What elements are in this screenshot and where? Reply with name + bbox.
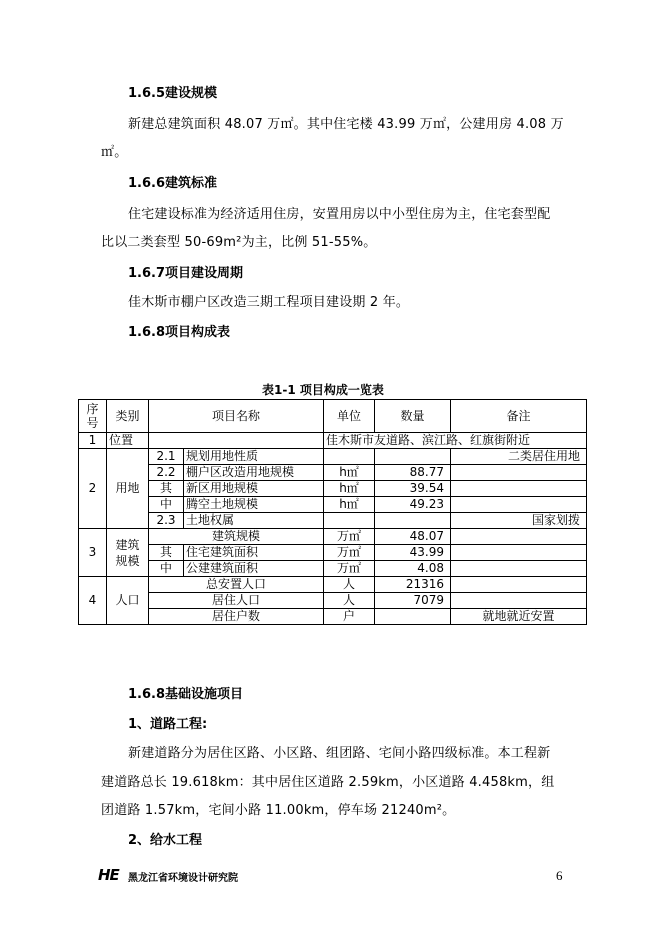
cell-seq: 1 <box>79 433 107 449</box>
cell-location: 佳木斯市友道路、滨江路、红旗街附近 <box>324 433 587 449</box>
cell-name: 住宅建筑面积 <box>184 545 324 561</box>
heading-1-6-7: 1.6.7项目建设周期 <box>128 266 244 281</box>
cell-remark <box>451 529 587 545</box>
paragraph-standard-line1: 住宅建设标准为经济适用住房，安置用房以中小型住房为主，住宅套型配 <box>128 207 551 222</box>
category-line1: 建筑 <box>115 537 140 552</box>
cell-remark <box>451 481 587 497</box>
heading-1-6-6: 1.6.6建筑标准 <box>128 176 218 191</box>
cell-unit <box>324 513 375 529</box>
cell-name: 建筑规模 <box>149 529 324 545</box>
table-row <box>79 561 587 577</box>
cell-category: 用地 <box>107 449 149 529</box>
heading-water-supply: 2、给水工程 <box>128 833 203 848</box>
header-seq: 序号 <box>79 400 107 433</box>
table-row <box>79 593 587 609</box>
cell-seq: 3 <box>79 529 107 577</box>
cell-unit: 万㎡ <box>324 545 375 561</box>
cell-of-lower: 中 <box>149 497 184 513</box>
cell-remark <box>451 545 587 561</box>
heading-1-6-5: 1.6.5建设规模 <box>128 86 218 101</box>
cell-item-no: 2.2 <box>149 465 184 481</box>
cell-remark <box>451 561 587 577</box>
table-row <box>79 449 587 465</box>
table-caption: 表1-1 项目构成一览表 <box>262 383 384 397</box>
cell-qty: 88.77 <box>375 465 451 481</box>
category-line2: 规模 <box>115 553 140 568</box>
cell-remark <box>451 465 587 481</box>
cell-unit: 万㎡ <box>324 529 375 545</box>
paragraph-road-line3: 团道路 1.57km，宅间小路 11.00km，停车场 21240m²。 <box>101 803 456 818</box>
header-name: 项目名称 <box>149 400 324 433</box>
cell-qty: 4.08 <box>375 561 451 577</box>
cell-remark <box>451 577 587 593</box>
cell-name: 公建建筑面积 <box>184 561 324 577</box>
cell-category: 位置 <box>107 433 149 449</box>
cell-of-upper: 其 <box>149 545 184 561</box>
cell-empty <box>149 433 324 449</box>
cell-name: 土地权属 <box>184 513 324 529</box>
cell-unit: h㎡ <box>324 497 375 513</box>
cell-qty <box>375 449 451 465</box>
table-row <box>79 465 587 481</box>
header-remark: 备注 <box>451 400 587 433</box>
table-row <box>79 497 587 513</box>
cell-of-lower: 中 <box>149 561 184 577</box>
table-row <box>79 609 587 625</box>
cell-remark <box>451 497 587 513</box>
page-number: 6 <box>556 868 563 883</box>
cell-remark <box>451 593 587 609</box>
cell-seq: 2 <box>79 449 107 529</box>
cell-unit <box>324 449 375 465</box>
cell-remark: 国家划拨 <box>451 513 587 529</box>
cell-qty <box>375 609 451 625</box>
table-header-row <box>79 400 587 433</box>
cell-unit: 人 <box>324 577 375 593</box>
cell-unit: h㎡ <box>324 465 375 481</box>
paragraph-standard-line2: 比以二类套型 50-69m²为主，比例 51-55%。 <box>101 235 377 250</box>
table-row <box>79 481 587 497</box>
cell-remark: 就地就近安置 <box>451 609 587 625</box>
cell-qty <box>375 513 451 529</box>
cell-item-no: 2.1 <box>149 449 184 465</box>
cell-qty: 43.99 <box>375 545 451 561</box>
cell-qty: 39.54 <box>375 481 451 497</box>
cell-qty: 49.23 <box>375 497 451 513</box>
paragraph-scale-line1: 新建总建筑面积 48.07 万㎡。其中住宅楼 43.99 万㎡，公建用房 4.08 万 <box>128 117 564 132</box>
paragraph-period: 佳木斯市棚户区改造三期工程项目建设期 2 年。 <box>128 295 410 310</box>
table-row <box>79 545 587 561</box>
table-row <box>79 433 587 449</box>
cell-name: 新区用地规模 <box>184 481 324 497</box>
heading-1-6-8-infrastructure: 1.6.8基础设施项目 <box>128 687 244 702</box>
cell-category: 人口 <box>107 577 149 625</box>
cell-item-no: 2.3 <box>149 513 184 529</box>
institute-name: 黑龙江省环境设计研究院 <box>128 873 238 884</box>
cell-remark: 二类居住用地 <box>451 449 587 465</box>
header-category: 类别 <box>107 400 149 433</box>
cell-seq: 4 <box>79 577 107 625</box>
heading-1-6-8: 1.6.8项目构成表 <box>128 325 231 340</box>
paragraph-scale-line2: ㎡。 <box>101 145 128 160</box>
paragraph-road-line1: 新建道路分为居住区路、小区路、组团路、宅间小路四级标准。本工程新 <box>128 746 551 761</box>
cell-name: 腾空土地规模 <box>184 497 324 513</box>
cell-of-upper: 其 <box>149 481 184 497</box>
cell-unit: h㎡ <box>324 481 375 497</box>
cell-name: 总安置人口 <box>149 577 324 593</box>
heading-road-engineering: 1、道路工程: <box>128 717 208 732</box>
project-composition-table <box>78 399 587 625</box>
cell-qty: 48.07 <box>375 529 451 545</box>
cell-category <box>107 529 149 577</box>
header-qty: 数量 <box>375 400 451 433</box>
cell-name: 规划用地性质 <box>184 449 324 465</box>
cell-unit: 人 <box>324 593 375 609</box>
cell-name: 棚户区改造用地规模 <box>184 465 324 481</box>
cell-qty: 7079 <box>375 593 451 609</box>
cell-name: 居住人口 <box>149 593 324 609</box>
cell-unit: 户 <box>324 609 375 625</box>
cell-qty: 21316 <box>375 577 451 593</box>
table-row <box>79 529 587 545</box>
cell-name: 居住户数 <box>149 609 324 625</box>
table-row <box>79 577 587 593</box>
header-unit: 单位 <box>324 400 375 433</box>
institute-logo: HE <box>98 866 119 884</box>
cell-unit: 万㎡ <box>324 561 375 577</box>
paragraph-road-line2: 建道路总长 19.618km：其中居住区道路 2.59km，小区道路 4.458km，组 <box>101 775 555 790</box>
table-row <box>79 513 587 529</box>
